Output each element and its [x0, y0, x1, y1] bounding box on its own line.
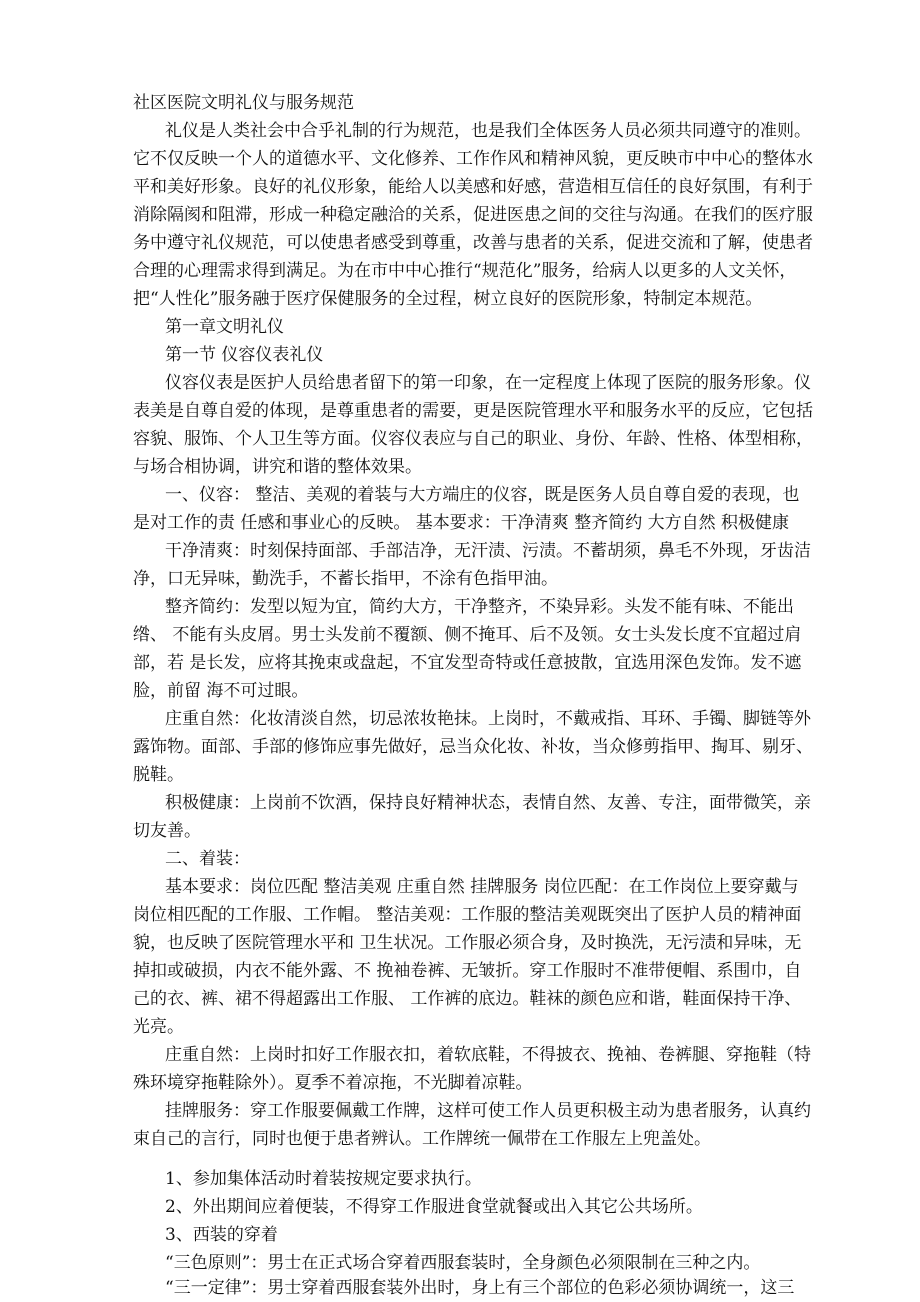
- text-line: 把“人性化”服务融于医疗保健服务的全过程，树立良好的医院形象，特制定本规范。: [133, 289, 763, 309]
- text-line: 整齐简约：发型以短为宜，简约大方，干净整齐，不染异彩。头发不能有味、不能出: [165, 597, 794, 617]
- text-line: 挂牌服务：穿工作服要佩戴工作牌，这样可使工作人员更积极主动为患者服务，认真约: [165, 1101, 811, 1121]
- text-line: 己的衣、裤、裙不得超露出工作服、 工作裤的底边。鞋袜的颜色应和谐，鞋面保持干净、: [133, 989, 802, 1009]
- text-line: 与场合相协调，讲究和谐的整体效果。: [133, 457, 422, 477]
- text-line: 光亮。: [133, 1017, 184, 1037]
- text-line: “三色原则”：男士在正式场合穿着西服套装时，全身颜色必须限制在三种之内。: [165, 1253, 761, 1273]
- text-line: 务中遵守礼仪规范，可以使患者感受到尊重，改善与患者的关系，促进交流和了解，使患者: [133, 233, 813, 253]
- text-line: 表美是自尊自爱的体现，是尊重患者的需要，更是医院管理水平和服务水平的反应，它包括: [133, 401, 813, 421]
- text-line: 仪容仪表是医护人员给患者留下的第一印象，在一定程度上体现了医院的服务形象。仪: [165, 373, 811, 393]
- document-title: 社区医院文明礼仪与服务规范: [133, 93, 354, 113]
- text-line: 礼仪是人类社会中合乎礼制的行为规范，也是我们全体医务人员必须共同遵守的准则。: [165, 121, 811, 141]
- text-line: 绺、 不能有头皮屑。男士头发前不覆额、侧不掩耳、后不及领。女士头发长度不宜超过肩: [133, 625, 802, 645]
- text-line: 部，若 是长发，应将其挽束或盘起，不宜发型奇特或任意披散，宜选用深色发饰。发不遮: [133, 653, 802, 673]
- text-line: 岗位相匹配的工作服、工作帽。 整洁美观：工作服的整洁美观既突出了医护人员的精神面: [133, 905, 802, 925]
- text-line: 平和美好形象。良好的礼仪形象，能给人以美感和好感，营造相互信任的良好氛围，有利于: [133, 177, 813, 197]
- section-heading: 二、着装：: [165, 849, 250, 869]
- text-line: 是对工作的责 任感和事业心的反映。 基本要求：干净清爽 整齐简约 大方自然 积极健康: [133, 513, 790, 533]
- list-item: 2、外出期间应着便装，不得穿工作服进食堂就餐或出入其它公共场所。: [165, 1197, 703, 1217]
- text-line: 切友善。: [133, 821, 201, 841]
- text-line: 庄重自然：上岗时扣好工作服衣扣，着软底鞋，不得披衣、挽袖、卷裤腿、穿拖鞋（特: [165, 1045, 811, 1065]
- text-line: 消除隔阂和阻滞，形成一种稳定融洽的关系，促进医患之间的交往与沟通。在我们的医疗服: [133, 205, 813, 225]
- text-line: 一、仪容： 整洁、美观的着装与大方端庄的仪容，既是医务人员自尊自爱的表现，也: [165, 485, 800, 505]
- text-line: 基本要求：岗位匹配 整洁美观 庄重自然 挂牌服务 岗位匹配：在工作岗位上要穿戴与: [165, 877, 799, 897]
- text-line: 殊环境穿拖鞋除外）。夏季不着凉拖，不光脚着凉鞋。: [133, 1073, 533, 1093]
- text-line: 庄重自然：化妆清淡自然，切忌浓妆艳抹。上岗时，不戴戒指、耳环、手镯、脚链等外: [165, 709, 811, 729]
- list-item: 1、参加集体活动时着装按规定要求执行。: [165, 1169, 482, 1189]
- text-line: 貌，也反映了医院管理水平和 卫生状况。工作服必须合身，及时换洗，无污渍和异味，无: [133, 933, 802, 953]
- text-line: 掉扣或破损，内衣不能外露、不 挽袖卷裤、无皱折。穿工作服时不准带便帽、系围巾，自: [133, 961, 802, 981]
- text-line: 脸，前留 海不可过眼。: [133, 681, 309, 701]
- section-heading: 第一节 仪容仪表礼仪: [165, 345, 324, 365]
- text-line: 容貌、服饰、个人卫生等方面。仪容仪表应与自己的职业、身份、年龄、性格、体型相称，: [133, 429, 813, 449]
- chapter-heading: 第一章文明礼仪: [165, 317, 284, 337]
- text-line: 束自己的言行，同时也便于患者辨认。工作牌统一佩带在工作服左上兜盖处。: [133, 1129, 711, 1149]
- text-line: 它不仅反映一个人的道德水平、文化修养、工作作风和精神风貌，更反映市中中心的整体水: [133, 149, 813, 169]
- text-line: “三一定律”：男士穿着西服套装外出时，身上有三个部位的色彩必须协调统一，这三: [165, 1278, 795, 1298]
- text-line: 脱鞋。: [133, 765, 184, 785]
- text-line: 露饰物。面部、手部的修饰应事先做好，忌当众化妆、补妆，当众修剪指甲、掏耳、剔牙、: [133, 737, 813, 757]
- list-item: 3、西装的穿着: [165, 1225, 278, 1245]
- text-line: 干净清爽：时刻保持面部、手部洁净，无汗渍、污渍。不蓄胡须，鼻毛不外现，牙齿洁: [165, 541, 811, 561]
- text-line: 合理的心理需求得到满足。为在市中中心推行“规范化”服务，给病人以更多的人文关怀，: [133, 261, 797, 281]
- text-line: 积极健康：上岗前不饮酒，保持良好精神状态，表情自然、友善、专注，面带微笑，亲: [165, 793, 811, 813]
- text-line: 净，口无异味，勤洗手，不蓄长指甲，不涂有色指甲油。: [133, 569, 558, 589]
